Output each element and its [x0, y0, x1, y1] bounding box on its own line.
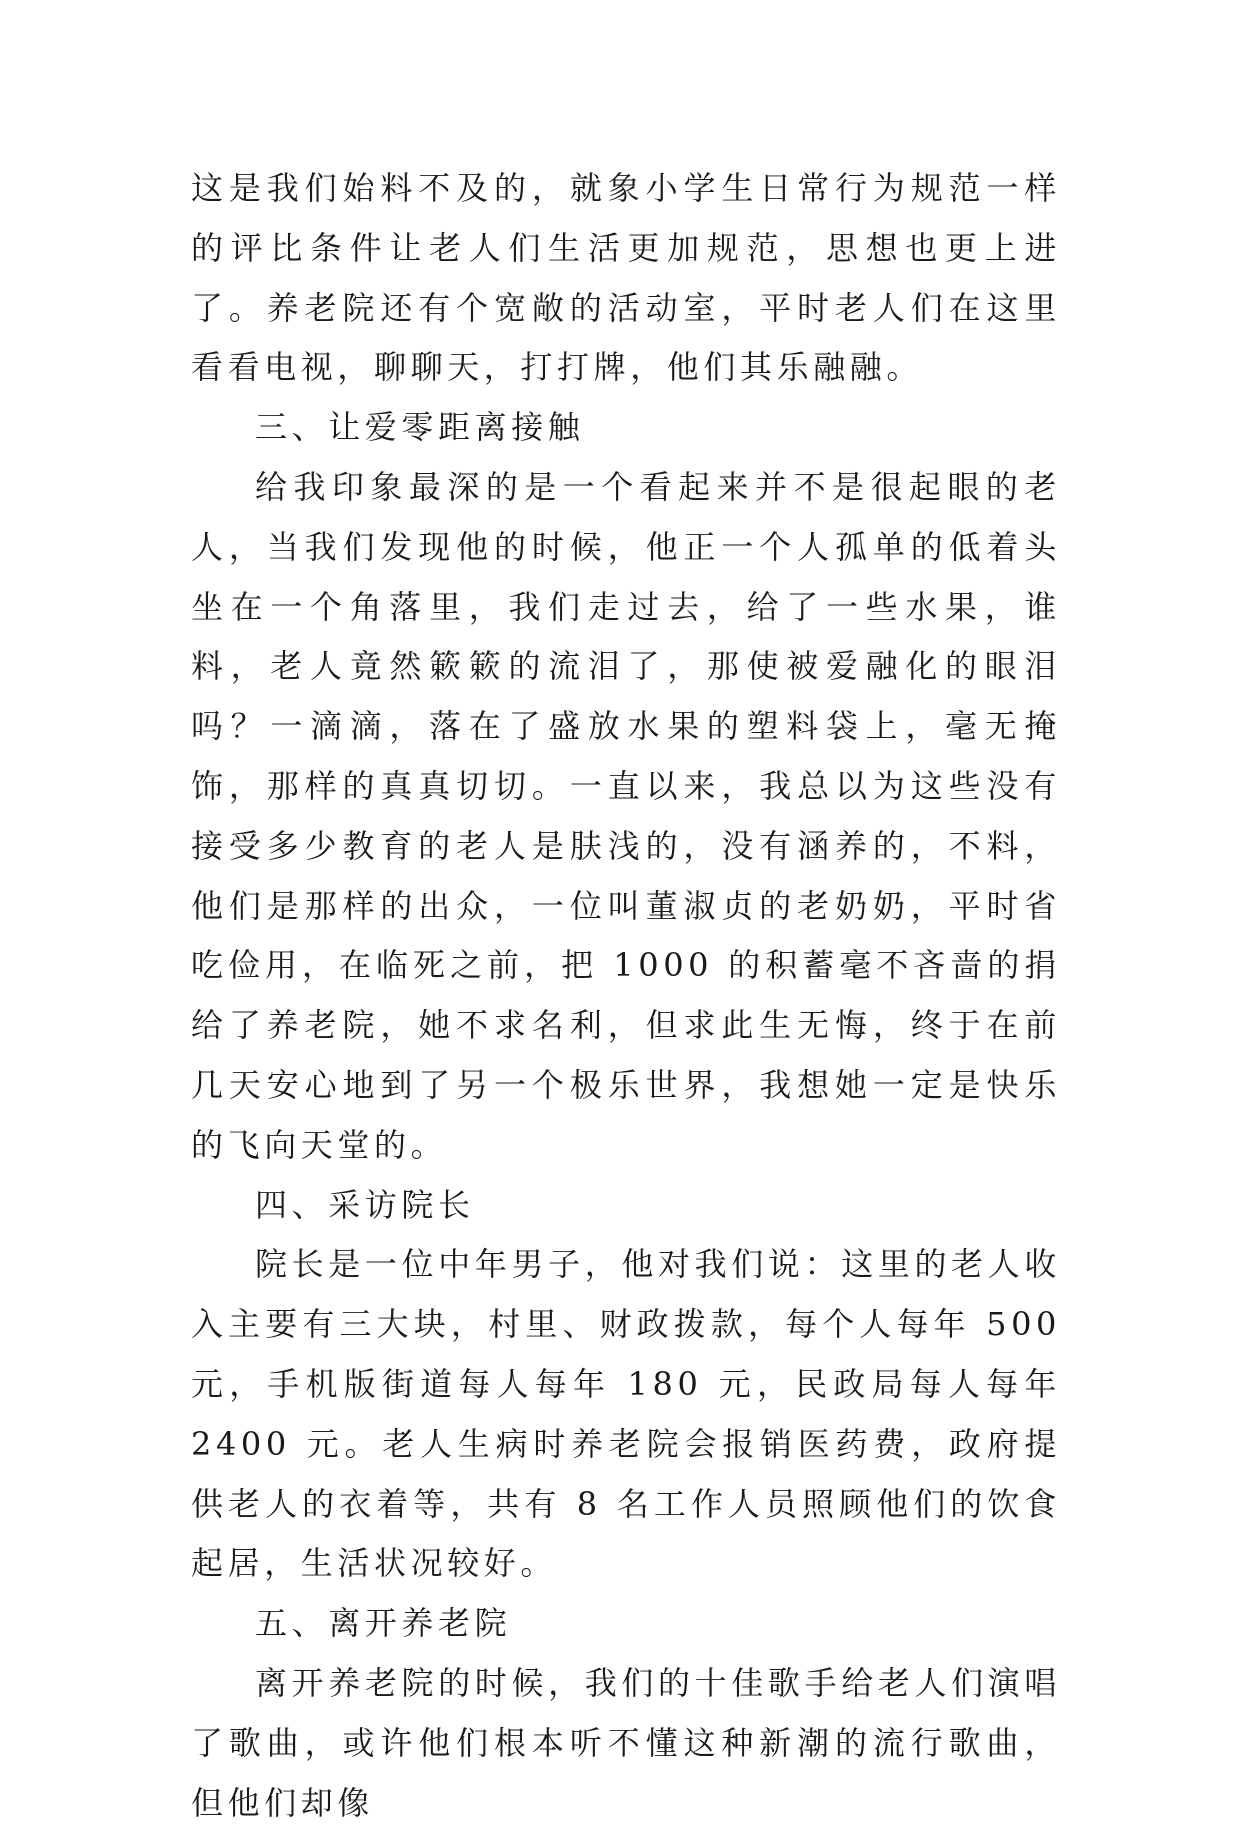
- section-heading-5: 五、离开养老院: [255, 1604, 512, 1643]
- section-heading-4: 四、采访院长: [255, 1185, 475, 1224]
- paragraph-activity-room: 这是我们始料不及的，就象小学生日常行为规范一样的评比条件让老人们生活更加规范，思想也更上进了。养老院还有个宽敞的活动室，平时老人们在这里看看电视，聊聊天，打打牌，他们其乐融融。: [191, 169, 1061, 387]
- section-heading-3: 三、让爱零距离接触: [255, 408, 585, 447]
- document-page: [191, 159, 1061, 1833]
- paragraph-leaving: 离开养老院的时候，我们的十佳歌手给老人们演唱了歌曲，或许他们根本听不懂这种新潮的流行歌曲，但他们却像: [191, 1663, 1061, 1822]
- paragraph-elderly-man: 给我印象最深的是一个看起来并不是很起眼的老人，当我们发现他的时候，他正一个人孤单的低着头坐在一个角落里，我们走过去，给了一些水果，谁料，老人竟然簌簌的流泪了，那使被爱融化的眼泪吗？一滴滴，落在了盛放水果的塑料袋上，毫无掩饰，那样的真真切切。一直以来，我总以为这些没有接受多少教育的老人是肤浅的，没有涵养的，不料，他们是那样的出众，一位叫董淑贞的老奶奶，平时省吃俭用，在临死之前，把 1000 的积蓄毫不吝啬的捐给了养老院，她不求名利，但求此生无悔，终于在前几天安心地到了另一个极乐世界，我想她一定是快乐的飞向天堂的。: [191, 467, 1061, 1164]
- paragraph-director-interview: 院长是一位中年男子，他对我们说：这里的老人收入主要有三大块，村里、财政拨款，每个人每年 500 元，手机版街道每人每年 180 元，民政局每人每年 2400 元。老人生病时养老院会报销医药费，政府提供老人的衣着等，共有 8 名工作人员照顾他们的饮食起居，生活状况较好。: [191, 1245, 1061, 1583]
